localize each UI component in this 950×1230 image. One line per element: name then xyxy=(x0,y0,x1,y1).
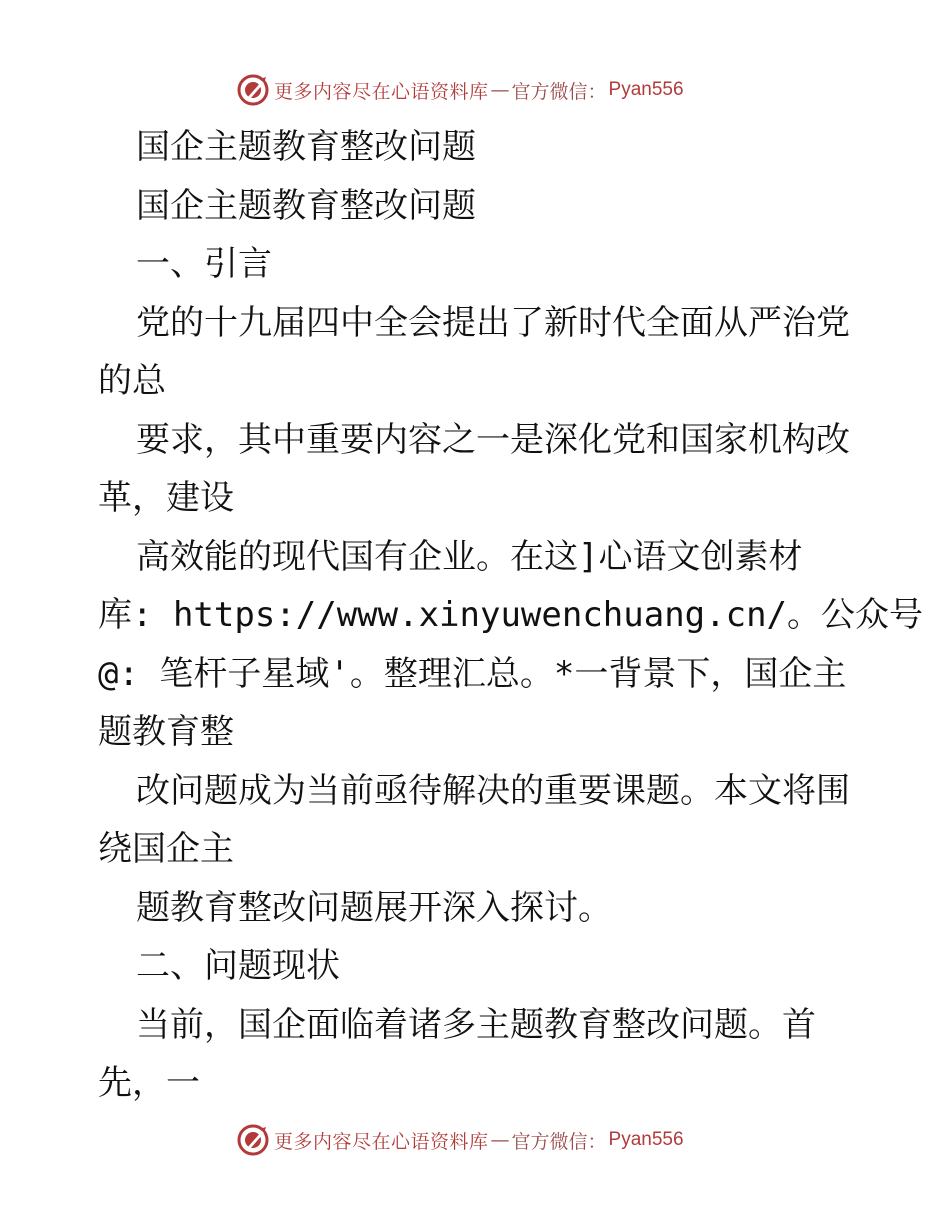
banner-account: Pyan556 xyxy=(608,79,684,100)
document-body xyxy=(98,118,924,1113)
banner-separator: — xyxy=(490,79,510,101)
doc-line: 高效能的现代国有企业。在这]心语文创素材 xyxy=(136,536,803,577)
logo-mark-icon xyxy=(236,73,270,107)
banner-label: 官方微信： xyxy=(511,1130,607,1153)
doc-line: 革，建设 xyxy=(98,478,234,518)
logo-mark-icon xyxy=(236,1123,270,1157)
doc-line: 题教育整 xyxy=(98,712,234,752)
doc-line: 的总 xyxy=(98,361,166,401)
banner-account: Pyan556 xyxy=(608,1129,684,1150)
doc-line: 先，一 xyxy=(98,1063,200,1103)
doc-line: 一、引言 xyxy=(136,244,272,284)
doc-line: 二、问题现状 xyxy=(136,946,340,986)
doc-line: 库: https://www.xinyuwenchuang.cn/。公众号 xyxy=(98,595,924,635)
doc-line: 当前，国企面临着诸多主题教育整改问题。首 xyxy=(136,1004,816,1045)
banner-separator: — xyxy=(490,1129,510,1151)
doc-line: 要求，其中重要内容之一是深化党和国家机构改 xyxy=(136,419,850,460)
header-banner xyxy=(236,72,716,108)
banner-main-text: 更多内容尽在心语资料库 xyxy=(274,1130,489,1153)
doc-line: @: 笔杆子星域'。整理汇总。*一背景下，国企主 xyxy=(98,653,847,694)
doc-line: 改问题成为当前亟待解决的重要课题。本文将围 xyxy=(136,770,850,811)
banner-label: 官方微信： xyxy=(511,80,607,103)
banner-main-text: 更多内容尽在心语资料库 xyxy=(274,80,489,103)
footer-banner xyxy=(236,1122,716,1158)
doc-line: 绕国企主 xyxy=(98,829,234,869)
doc-line: 题教育整改问题展开深入探讨。 xyxy=(136,887,612,928)
doc-line: 党的十九届四中全会提出了新时代全面从严治党 xyxy=(136,302,850,343)
doc-line: 国企主题教育整改问题 xyxy=(136,185,476,226)
doc-line: 国企主题教育整改问题 xyxy=(136,127,476,167)
